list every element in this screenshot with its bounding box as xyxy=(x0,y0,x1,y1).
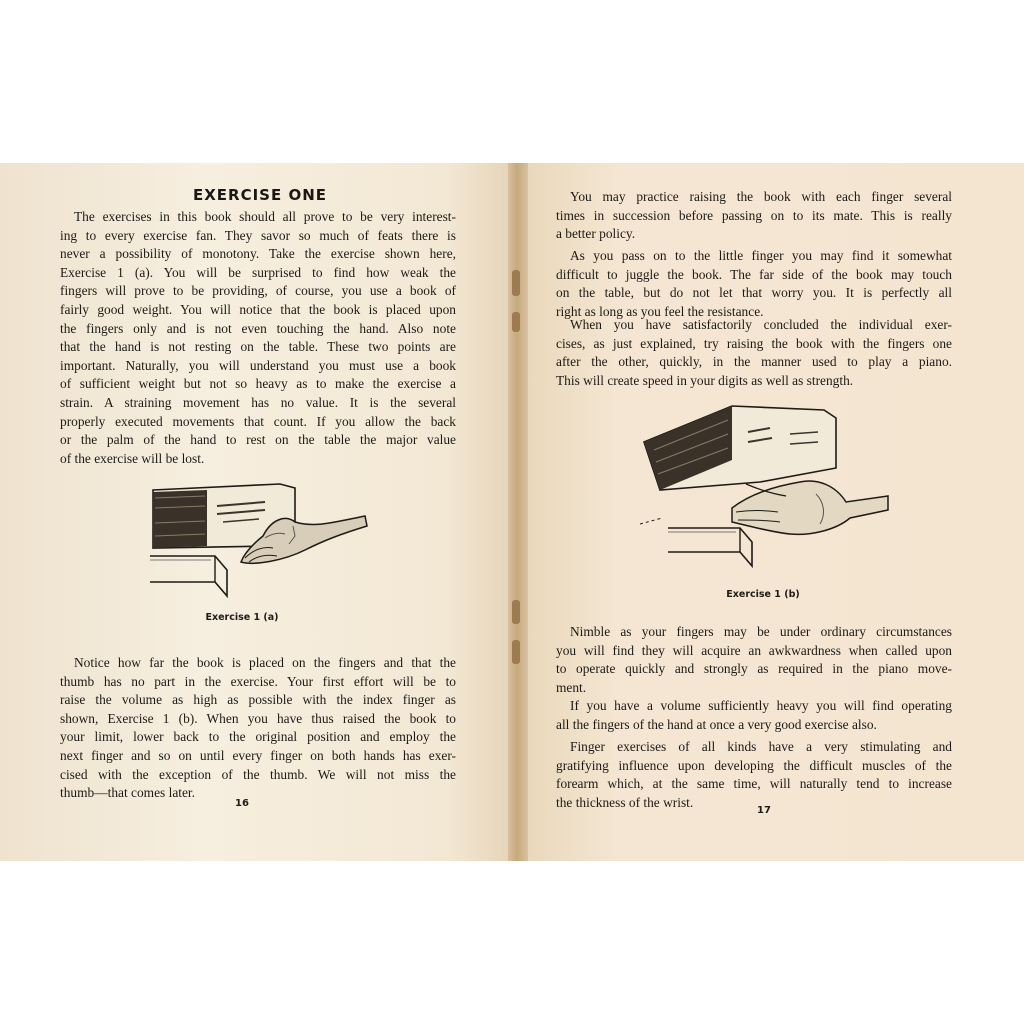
left-paragraph-1 xyxy=(60,208,456,468)
text-line: If you have a volume sufficiently heavy you will find operating xyxy=(570,698,952,713)
text-line: difficult to juggle the book. The far side of the book may touch xyxy=(556,266,952,282)
right-paragraph-5 xyxy=(556,697,952,734)
text-line: strain. A straining movement has no value. It is the several xyxy=(60,394,456,410)
exercise-1b-illustration xyxy=(640,398,890,568)
text-line: Notice how far the book is placed on the fingers and that the xyxy=(74,655,456,670)
text-line: fairly good weight. You will notice that the book is placed upon xyxy=(60,301,456,317)
text-line: As you pass on to the little finger you may find it somewhat xyxy=(570,248,952,263)
text-line: fingers will prove to be providing, of course, you use a book of xyxy=(60,283,456,299)
text-line: all the fingers of the hand at once a very good exercise also. xyxy=(556,716,877,732)
figure-caption: Exercise 1 (b) xyxy=(726,589,800,600)
text-line: the fingers only and is not even touching the hand. Also note xyxy=(60,320,456,336)
text-line: on the table, but do not let that worry you. It is perfectly all xyxy=(556,285,952,301)
text-line: the thickness of the wrist. xyxy=(556,794,694,810)
text-line: ing to every exercise fan. They savor so much of feats there is xyxy=(60,227,456,243)
text-line: You may practice raising the book with each finger several xyxy=(570,189,952,204)
exercise-1a-illustration xyxy=(145,478,375,598)
text-line: properly executed movements that count. If you allow the back xyxy=(60,413,456,429)
text-line: or the palm of the hand to rest on the table the major value xyxy=(60,432,456,448)
text-line: ment. xyxy=(556,679,587,695)
text-line: forearm which, at the same time, will naturally tend to increase xyxy=(556,776,952,792)
text-line: Finger exercises of all kinds have a very stimulating and xyxy=(570,739,952,754)
text-line: cises, as just explained, try raising the book with the fingers one xyxy=(556,335,952,351)
text-line: of sufficient weight but not so heavy as to make the exercise a xyxy=(60,376,456,392)
text-line: thumb—that comes later. xyxy=(60,785,195,801)
text-line: that the hand is not resting on the table. These two points are xyxy=(60,339,456,355)
left-paragraph-2 xyxy=(60,654,456,803)
right-paragraph-6 xyxy=(556,738,952,812)
text-line: after the other, quickly, in the manner used to play a piano. xyxy=(556,354,952,370)
right-paragraph-1 xyxy=(556,188,952,244)
section-heading: EXERCISE ONE xyxy=(192,186,328,204)
right-paragraph-4 xyxy=(556,623,952,697)
text-line: Exercise 1 (a). You will be surprised to find how weak the xyxy=(60,264,456,280)
text-line: raise the volume as high as possible with the index finger as xyxy=(60,692,456,708)
text-line: shown, Exercise 1 (b). When you have thus raised the book to xyxy=(60,710,456,726)
book-gutter xyxy=(508,163,528,861)
text-line: thumb has no part in the exercise. Your first effort will be to xyxy=(60,673,456,689)
page-number-right: 17 xyxy=(757,805,771,816)
text-line: never a possibility of monotony. Take the exercise shown here, xyxy=(60,246,456,262)
text-line: gratifying influence upon developing the difficult muscles of the xyxy=(556,757,952,773)
text-line: Nimble as your fingers may be under ordinary circumstances xyxy=(570,624,952,639)
text-line: a better policy. xyxy=(556,226,636,242)
text-line: next finger and so on until every finger on both hands has exer- xyxy=(60,747,456,763)
binding-notch xyxy=(512,312,520,332)
figure-caption: Exercise 1 (a) xyxy=(205,612,279,623)
binding-notch xyxy=(512,640,520,664)
text-line: When you have satisfactorily concluded the individual exer- xyxy=(570,317,952,332)
right-paragraph-2 xyxy=(556,247,952,321)
text-line: cised with the exception of the thumb. We will not miss the xyxy=(60,766,456,782)
text-line: This will create speed in your digits as well as strength. xyxy=(556,372,854,388)
text-line: right as long as you feel the resistance. xyxy=(556,303,764,319)
text-line: of the exercise will be lost. xyxy=(60,450,205,466)
binding-notch xyxy=(512,270,520,296)
page-number-left: 16 xyxy=(235,798,249,809)
text-line: to operate quickly and strongly as required in the piano move- xyxy=(556,661,952,677)
text-line: times in succession before passing on to its mate. This is really xyxy=(556,207,952,223)
binding-notch xyxy=(512,600,520,624)
text-line: important. Naturally, you will understand you must use a book xyxy=(60,357,456,373)
text-line: you will find they will acquire an awkwardness when called upon xyxy=(556,642,952,658)
right-paragraph-3 xyxy=(556,316,952,390)
text-line: The exercises in this book should all prove to be very interest- xyxy=(74,209,456,224)
text-line: your limit, lower back to the original position and employ the xyxy=(60,729,456,745)
